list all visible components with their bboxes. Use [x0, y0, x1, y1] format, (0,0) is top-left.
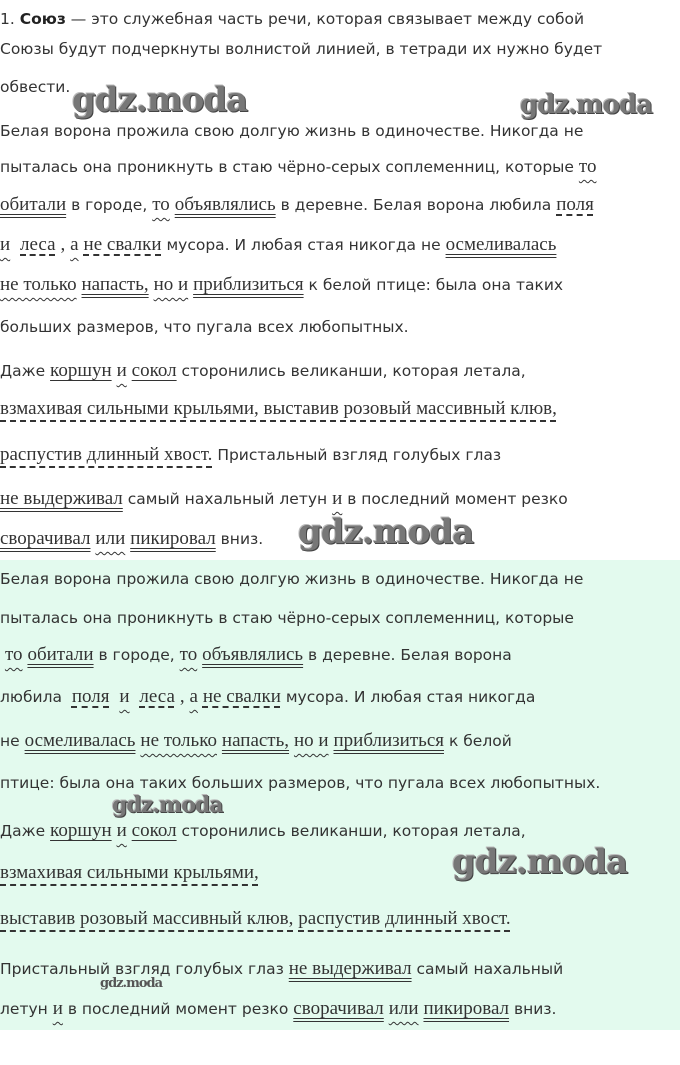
- comma: ,: [179, 686, 185, 707]
- predicate: пикировал: [130, 528, 216, 549]
- p1-line-5: [0, 274, 563, 296]
- text: Пристальный взгляд голубых глаз: [217, 446, 502, 464]
- definition-text: — это служебная часть речи, которая связывает между собой: [70, 10, 585, 28]
- g2-line-3: [0, 908, 511, 930]
- g2-line-5: [0, 998, 556, 1020]
- predicate: приблизиться: [193, 274, 304, 295]
- predicate: напасть,: [81, 274, 149, 295]
- text: Даже: [0, 362, 46, 380]
- adverbial-phrase: взмахивая сильными крыльями, выставив розовый массивный клюв,: [0, 398, 557, 419]
- conjunction: и: [332, 488, 343, 509]
- predicate: объявлялись: [202, 644, 304, 665]
- p2-line-4: [0, 488, 568, 510]
- conjunction: не только: [0, 274, 77, 295]
- conjunction: но и: [293, 730, 329, 751]
- conjunction: а: [189, 686, 198, 707]
- adverbial-phrase: распустив длинный хвост.: [0, 444, 213, 465]
- text: в городе,: [98, 646, 175, 664]
- intro-line-2: Союзы будут подчеркнуты волнистой линией, в тетради их нужно будет: [0, 40, 603, 58]
- p2-line-5: [0, 528, 263, 550]
- text: Даже: [0, 822, 46, 840]
- text: Пристальный взгляд голубых глаз: [0, 960, 284, 978]
- text: любила: [0, 688, 62, 706]
- predicate: сворачивал: [293, 998, 384, 1019]
- object: леса: [139, 686, 175, 707]
- text: сторонились великанши, которая летала,: [181, 822, 526, 840]
- watermark-1: gdz.moda: [72, 80, 248, 120]
- text: вниз.: [513, 1000, 557, 1018]
- subject: сокол: [131, 360, 177, 381]
- comma: ,: [60, 234, 66, 255]
- predicate: не выдерживал: [288, 958, 412, 979]
- text: в деревне. Белая ворона любила: [280, 196, 552, 214]
- predicate: пикировал: [423, 998, 510, 1019]
- p1-line-3: [0, 194, 594, 216]
- conjunction: а: [70, 234, 79, 255]
- conjunction: то: [4, 644, 23, 665]
- conjunction: и: [116, 820, 127, 841]
- watermark-4: gdz.moda: [112, 792, 223, 818]
- predicate: приблизиться: [333, 730, 444, 751]
- g1-line-4: [0, 686, 535, 708]
- text: в деревне. Белая ворона: [308, 646, 512, 664]
- term-soyuz: Союз: [19, 10, 66, 28]
- p2-line-2: [0, 398, 557, 420]
- p1-line-2: [0, 156, 596, 178]
- text: мусора. И любая стая никогда не: [166, 236, 441, 254]
- watermark-5: gdz.moda: [452, 842, 628, 882]
- p2-line-3: [0, 444, 501, 466]
- subject: коршун: [50, 360, 112, 381]
- item-number: 1.: [0, 10, 15, 28]
- g2-line-2: [0, 862, 259, 884]
- text: мусора. И любая стая никогда: [285, 688, 536, 706]
- g1-line-3: [0, 644, 512, 666]
- conjunction: но и: [153, 274, 189, 295]
- intro-line-3: обвести.: [0, 78, 71, 96]
- conjunction: или: [388, 998, 419, 1019]
- g1-line-1: Белая ворона прожила свою долгую жизнь в одиночестве. Никогда не: [0, 570, 584, 588]
- adverbial-phrase: взмахивая сильными крыльями,: [0, 862, 259, 883]
- g1-line-2: пыталась она проникнуть в стаю чёрно-серых соплеменниц, которые: [0, 609, 574, 627]
- predicate: осмеливалась: [445, 234, 557, 255]
- adverbial-phrase: выставив розовый массивный клюв,: [0, 908, 294, 929]
- conjunction: не только: [140, 730, 217, 751]
- adverbial-phrase: распустив длинный хвост.: [298, 908, 511, 929]
- object: поля: [71, 686, 110, 707]
- conjunction: то: [179, 644, 198, 665]
- conjunction: и: [52, 998, 63, 1019]
- conjunction: и: [119, 686, 130, 707]
- g1-line-5: [0, 730, 512, 752]
- conjunction: то: [152, 194, 170, 215]
- conjunction: и: [116, 360, 127, 381]
- object: леса: [20, 234, 56, 255]
- text: летун: [0, 1000, 48, 1018]
- text: самый нахальный летун: [127, 490, 328, 508]
- predicate: обитали: [0, 194, 67, 215]
- subject: коршун: [50, 820, 112, 841]
- text: вниз.: [220, 530, 264, 548]
- text: к белой птице: была она таких: [308, 276, 564, 294]
- text: самый нахальный: [416, 960, 564, 978]
- subject: сокол: [131, 820, 177, 841]
- p1-line-6: больших размеров, что пугала всех любопытных.: [0, 318, 409, 336]
- object: не свалки: [202, 686, 281, 707]
- text: в последний момент резко: [347, 490, 568, 508]
- text: в последний момент резко: [67, 1000, 289, 1018]
- predicate: сворачивал: [0, 528, 91, 549]
- object: поля: [556, 194, 594, 215]
- text: к белой: [448, 732, 512, 750]
- watermark-6: gdz.moda: [100, 976, 163, 991]
- conjunction: то: [578, 156, 597, 177]
- object: не свалки: [83, 234, 162, 255]
- predicate: не выдерживал: [0, 488, 123, 509]
- watermark-3: gdz.moda: [298, 512, 474, 552]
- p2-line-1: [0, 360, 526, 382]
- g2-line-1: [0, 820, 526, 842]
- predicate: обитали: [27, 644, 94, 665]
- predicate: напасть,: [221, 730, 290, 751]
- p1-line-1: Белая ворона прожила свою долгую жизнь в одиночестве. Никогда не: [0, 122, 584, 140]
- p1-line-4: [0, 234, 556, 256]
- g2-line-4: [0, 958, 563, 980]
- conjunction: или: [95, 528, 126, 549]
- text: сторонились великанши, которая летала,: [181, 362, 526, 380]
- g1-line-6: птице: была она таких больших размеров, что пугала всех любопытных.: [0, 774, 601, 792]
- intro-line-1: [0, 8, 584, 30]
- text: в городе,: [71, 196, 148, 214]
- predicate: осмеливалась: [24, 730, 136, 751]
- predicate: объявлялись: [174, 194, 276, 215]
- watermark-2: gdz.moda: [520, 90, 653, 120]
- text: пыталась она проникнуть в стаю чёрно-серых соплеменниц, которые: [0, 158, 574, 176]
- text: не: [0, 732, 20, 750]
- conjunction: и: [0, 234, 11, 255]
